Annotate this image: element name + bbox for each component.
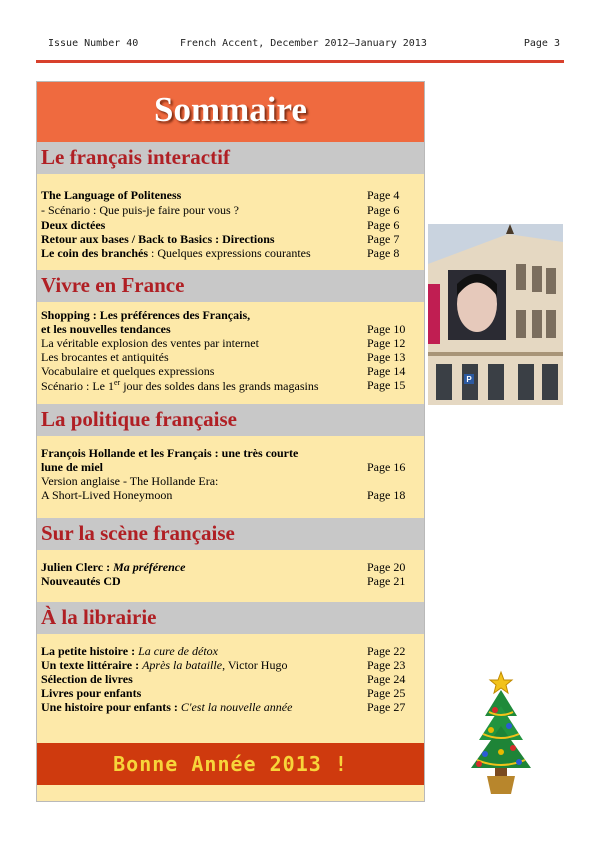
- entry-subtitle: La cure de détox: [138, 644, 218, 658]
- entry-page: Page 18: [367, 488, 406, 502]
- entry-title: Nouveautés CD: [41, 574, 121, 588]
- entry-title: François Hollande et les Français : une très courte: [41, 446, 299, 460]
- toc-entry[interactable]: [41, 350, 419, 365]
- entry-subtitle: C'est la nouvelle année: [180, 700, 293, 714]
- entry-title: Le coin des branchés: [41, 246, 149, 260]
- entry-title: La véritable explosion des ventes par internet: [41, 336, 259, 350]
- entry-page: Page 15: [367, 378, 406, 392]
- new-year-banner: [37, 743, 424, 785]
- running-header: [48, 38, 560, 54]
- toc-entry[interactable]: [41, 474, 419, 489]
- toc-entry[interactable]: [41, 308, 419, 323]
- svg-text:P: P: [466, 375, 472, 384]
- new-year-greeting: Bonne Année 2013 !: [113, 752, 348, 776]
- entry-title: Shopping : Les préférences des Français,: [41, 308, 251, 322]
- entry-title: Deux dictées: [41, 218, 106, 232]
- toc-entry[interactable]: [41, 246, 419, 261]
- toc-entry[interactable]: [41, 336, 419, 351]
- entry-page: Page 4: [367, 188, 400, 202]
- building-illustration: [428, 224, 563, 405]
- section-title: La politique française: [41, 407, 238, 431]
- christmas-tree-illustration: [455, 670, 547, 798]
- entry-page: Page 24: [367, 672, 406, 686]
- toc-entry[interactable]: [41, 322, 419, 337]
- section-header-vivre-en-france: [37, 270, 424, 302]
- entry-title: Julien Clerc :: [41, 560, 114, 574]
- section-title: Vivre en France: [41, 273, 185, 297]
- toc-entry[interactable]: [41, 203, 419, 218]
- page-number: Page 3: [523, 38, 560, 49]
- entry-author: , Victor Hugo: [222, 658, 288, 672]
- entry-page: Page 13: [367, 350, 406, 364]
- department-store-photo: [428, 224, 563, 405]
- section-header-politique-francaise: [37, 404, 424, 436]
- entry-title: A Short-Lived Honeymoon: [41, 488, 173, 502]
- entry-subtitle: jour des soldes dans les grands magasins: [120, 379, 319, 393]
- toc-entry[interactable]: [41, 644, 419, 659]
- entry-superscript: er: [113, 378, 121, 387]
- entry-subtitle: : Quelques expressions courantes: [148, 246, 311, 260]
- toc-box: [36, 81, 425, 802]
- section-header-francais-interactif: [37, 142, 424, 174]
- toc-title-bar: [37, 82, 424, 142]
- entry-page: Page 8: [367, 246, 400, 260]
- toc-entry[interactable]: [41, 700, 419, 715]
- entry-page: Page 12: [367, 336, 406, 350]
- entry-title: La petite histoire :: [41, 644, 139, 658]
- toc-entry[interactable]: [41, 574, 419, 589]
- christmas-tree-icon: [455, 670, 547, 798]
- entry-page: Page 10: [367, 322, 406, 336]
- toc-entry[interactable]: [41, 232, 419, 247]
- toc-entry[interactable]: [41, 560, 419, 575]
- entry-page: Page 22: [367, 644, 406, 658]
- entry-title: Version anglaise - The Hollande Era:: [41, 474, 219, 488]
- entry-page: Page 7: [367, 232, 400, 246]
- toc-entry[interactable]: [41, 378, 419, 393]
- toc-entry[interactable]: [41, 686, 419, 701]
- toc-entry[interactable]: [41, 460, 419, 475]
- section-header-scene-francaise: [37, 518, 424, 550]
- entry-page: Page 6: [367, 218, 400, 232]
- entry-title: Livres pour enfants: [41, 686, 142, 700]
- section-title: Le français interactif: [41, 145, 230, 169]
- toc-entry[interactable]: [41, 188, 419, 203]
- entry-title: Sélection de livres: [41, 672, 133, 686]
- section-title: Sur la scène française: [41, 521, 235, 545]
- entry-title: Vocabulaire et quelques expressions: [41, 364, 215, 378]
- issue-number: Issue Number 40: [48, 38, 139, 49]
- toc-entry[interactable]: [41, 364, 419, 379]
- entry-page: Page 27: [367, 700, 406, 714]
- entry-title: Les brocantes et antiquités: [41, 350, 169, 364]
- header-rule: [36, 60, 564, 63]
- entry-page: Page 21: [367, 574, 406, 588]
- section-header-librairie: [37, 602, 424, 634]
- entry-title: Une histoire pour enfants :: [41, 700, 181, 714]
- entry-title: Scénario : Le 1: [41, 379, 114, 393]
- entry-title: - Scénario : Que puis-je faire pour vous ?: [41, 203, 239, 217]
- newsletter-title: French Accent, December 2012—January 2013: [180, 38, 427, 49]
- section-title: À la librairie: [41, 605, 157, 629]
- entry-page: Page 23: [367, 658, 406, 672]
- entry-page: Page 25: [367, 686, 406, 700]
- entry-title: Un texte littéraire :: [41, 658, 143, 672]
- entry-subtitle: Ma préférence: [113, 560, 186, 574]
- entry-page: Page 14: [367, 364, 406, 378]
- toc-entry[interactable]: [41, 488, 419, 503]
- entry-subtitle: Après la bataille: [142, 658, 223, 672]
- entry-page: Page 6: [367, 203, 400, 217]
- toc-title: Sommaire: [154, 90, 307, 129]
- toc-entry[interactable]: [41, 672, 419, 687]
- entry-page: Page 16: [367, 460, 406, 474]
- entry-title: The Language of Politeness: [41, 188, 182, 202]
- entry-title: et les nouvelles tendances: [41, 322, 171, 336]
- toc-entry[interactable]: [41, 446, 419, 461]
- toc-entry[interactable]: [41, 218, 419, 233]
- entry-title: lune de miel: [41, 460, 103, 474]
- toc-entry[interactable]: [41, 658, 419, 673]
- entry-page: Page 20: [367, 560, 406, 574]
- entry-title: Retour aux bases / Back to Basics : Directions: [41, 232, 275, 246]
